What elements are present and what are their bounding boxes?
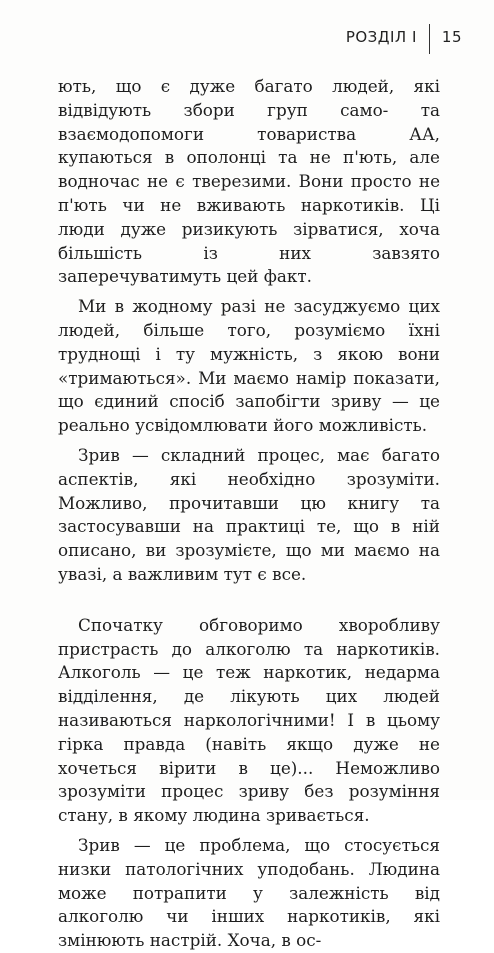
paragraph-continued: ють, що є дуже багато людей, які відвідують збори груп само- та взаємодопомоги товариства АА, купаються в ополонці та не п'ють, але водночас не є тверезими. Вони просто не п'ють чи не вживають наркотиків. Ці люди дуже ризикують зірватися, хоча більшість із них завзято заперечуватимуть цей факт. — [58, 76, 440, 287]
page-body — [58, 75, 440, 953]
paragraph: Спочатку обговоримо хворобливу пристрасть до алкоголю та наркотиків. Алкоголь — це теж наркотик, недарма відділення, де лікують цих людей називаються наркологічними! І в цьому гірка правда (навіть якщо дуже не хочеться вірити в це)... Неможливо зрозуміти процес зриву без розуміння стану, в якому людина зривається. — [58, 614, 440, 826]
paragraph: Зрив — це проблема, що стосується низки патологічних уподобань. Людина може потрапити у залежність від алкоголю чи інших наркотиків, які змінюють настрій. Хоча, в ос- — [58, 834, 440, 951]
page-number: 15 — [441, 28, 462, 46]
section-title: РОЗДІЛ І — [345, 28, 417, 46]
paragraph: Зрив — складний процес, має багато аспектів, які необхідно зрозуміти. Можливо, прочитавши цю книгу та застосувавши на практиці те, що в ній описано, ви зрозумієте, що ми маємо на увазі, а важливим тут є все. — [58, 444, 440, 584]
paragraph: Ми в жодному разі не засуджуємо цих людей, більше того, розуміємо їхні труднощі і ту мужність, з якою вони «тримаються». Ми маємо намір показати, що єдиний спосіб запобігти зриву — це реально усвідомлювати його можливість. — [58, 296, 440, 436]
running-head — [346, 20, 462, 54]
